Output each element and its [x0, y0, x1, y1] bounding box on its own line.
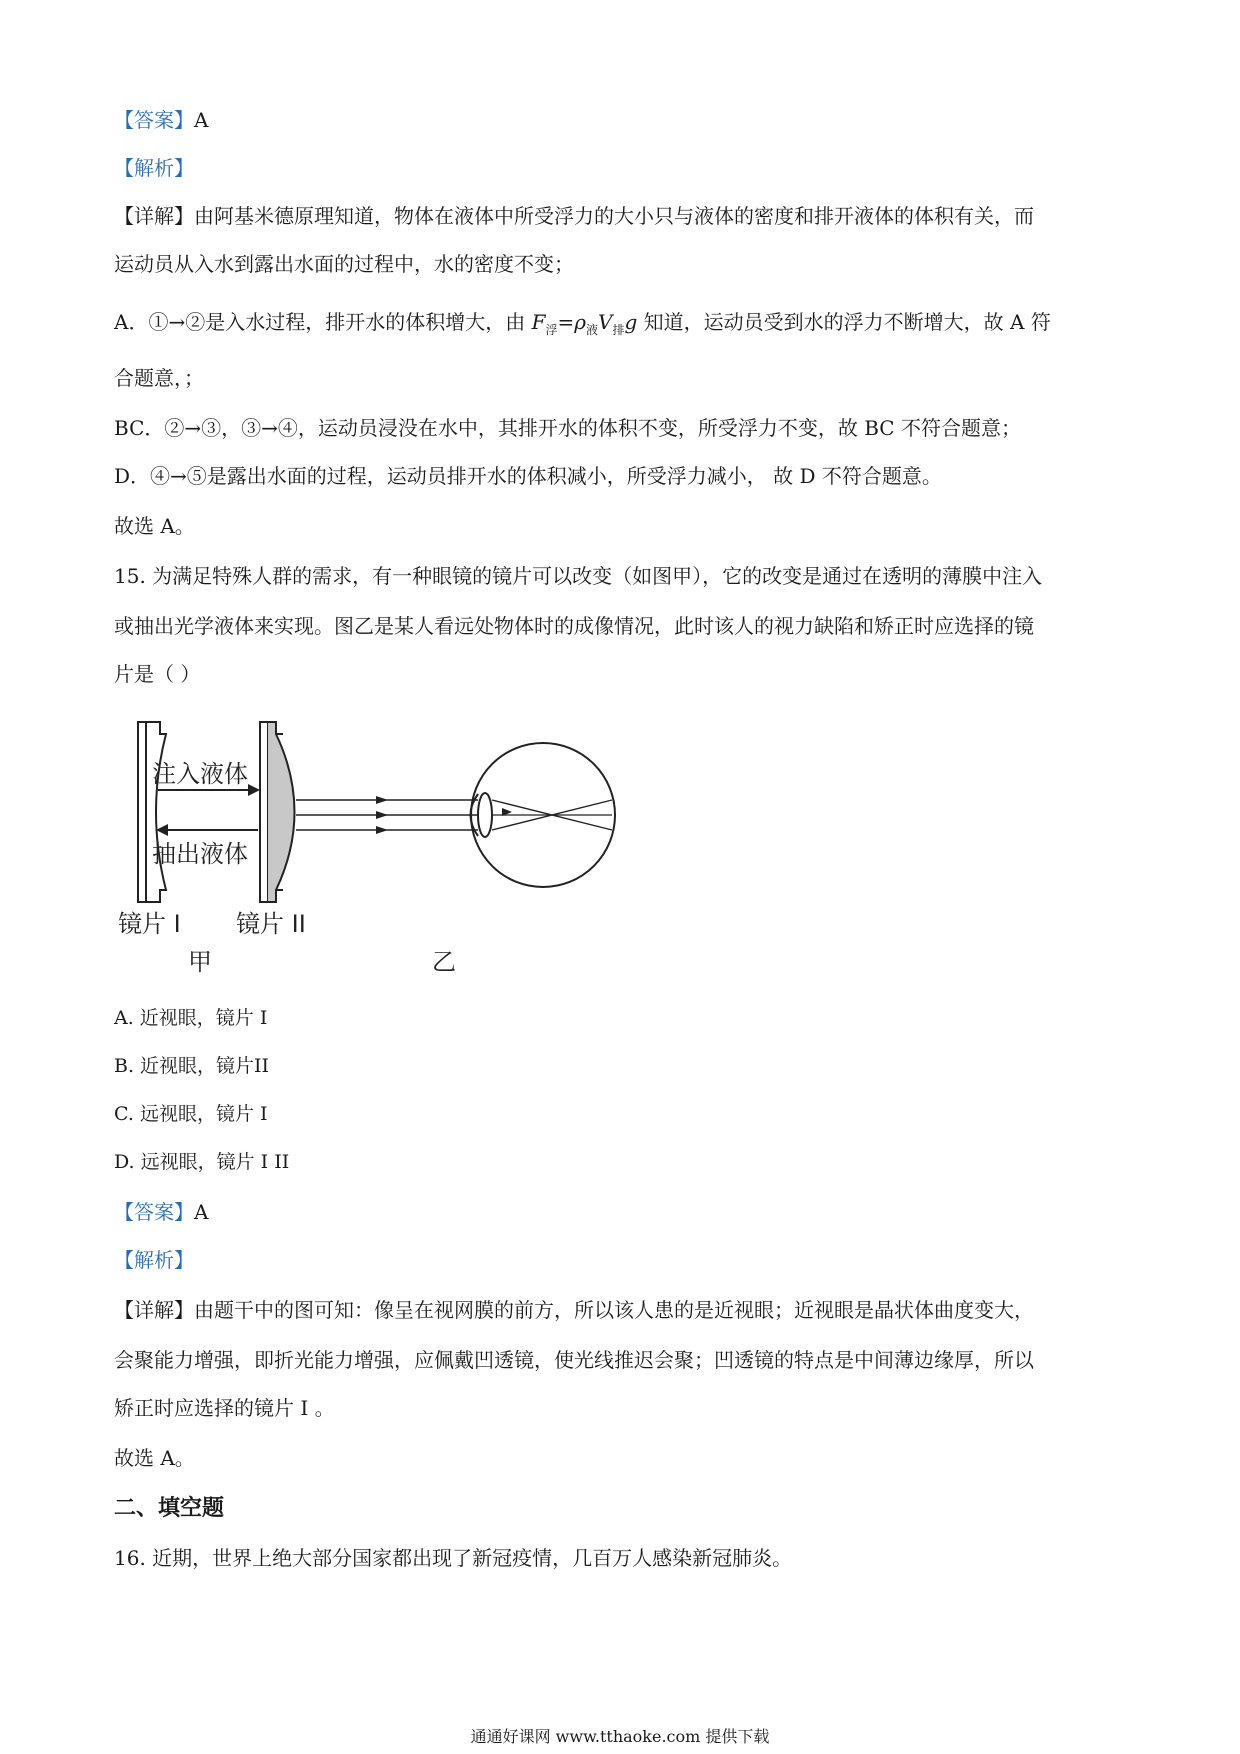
- detail-text: 由题干中的图可知：像呈在视网膜的前方，所以该人患的是近视眼；近视眼是晶状体曲度变大，: [194, 1298, 1034, 1322]
- lens-2-drawing: [260, 722, 295, 902]
- formula-v-sub: 排: [612, 323, 625, 337]
- section-heading: 二、填空题: [114, 1495, 225, 1521]
- formula-rho-sub: 液: [586, 323, 599, 337]
- option-a-text-end: 知道，运动员受到水的浮力不断增大，故 A 符: [643, 310, 1051, 334]
- q14-detail-line-1: [114, 202, 1034, 230]
- q15-detail-line-2: 会聚能力增强，即折光能力增强，应佩戴凹透镜，使光线推迟会聚；凹透镜的特点是中间薄边缘厚，所以: [114, 1348, 1034, 1372]
- formula-v: V: [598, 310, 613, 334]
- q15-analysis-tag: 【解析】: [114, 1248, 194, 1272]
- q14-answer-line: [114, 106, 208, 134]
- figure-a-caption: 甲: [188, 948, 212, 976]
- figure-b-caption: 乙: [432, 948, 456, 976]
- answer-tag: 【答案】: [114, 1200, 194, 1224]
- q14-option-a: [114, 308, 1051, 344]
- extract-label: 抽出液体: [152, 840, 248, 868]
- formula-g: g: [624, 310, 638, 334]
- detail-tag: 【详解】: [114, 1298, 194, 1322]
- lens-2-label: 镜片 II: [236, 910, 306, 938]
- option-a-text: A．①→②是入水过程，排开水的体积增大，由: [114, 310, 526, 334]
- q14-analysis-tag: 【解析】: [114, 156, 194, 180]
- page-footer: 通通好课网 www.tthaoke.com 提供下载: [470, 1727, 770, 1746]
- q14-detail-line-2: 运动员从入水到露出水面的过程中，水的密度不变；: [114, 252, 574, 276]
- q15-option-c: C. 远视眼，镜片 I: [114, 1103, 268, 1125]
- q15-stem-line-1: 15. 为满足特殊人群的需求，有一种眼镜的镜片可以改变（如图甲），它的改变是通过在透明的薄膜中注入: [114, 564, 1043, 588]
- q14-option-d: D．④→⑤是露出水面的过程，运动员排开水的体积减小，所受浮力减小， 故 D 不符合题意。: [114, 464, 942, 488]
- buoyancy-formula: [531, 310, 638, 337]
- q15-option-d: D. 远视眼，镜片 I II: [114, 1151, 290, 1173]
- q14-conclusion: 故选 A。: [114, 514, 195, 538]
- q15-detail-line-3: 矫正时应选择的镜片 I 。: [114, 1396, 335, 1420]
- q15-stem-line-2: 或抽出光学液体来实现。图乙是某人看远处物体时的成像情况，此时该人的视力缺陷和矫正时应选择的镜: [114, 614, 1034, 638]
- answer-tag: 【答案】: [114, 108, 194, 132]
- q16-stem: 16. 近期，世界上绝大部分国家都出现了新冠疫情，几百万人感染新冠肺炎。: [114, 1546, 793, 1570]
- q14-option-a-cont: 合题意，；: [114, 366, 204, 390]
- q15-detail-line-1: [114, 1296, 1034, 1324]
- q15-conclusion: 故选 A。: [114, 1446, 195, 1470]
- inject-arrowhead: [248, 784, 260, 796]
- q15-option-a: A. 近视眼，镜片 I: [114, 1007, 268, 1029]
- inject-label: 注入液体: [152, 760, 248, 788]
- detail-tag: 【详解】: [114, 204, 194, 228]
- answer-value: A: [194, 1200, 209, 1224]
- q15-option-b: B. 近视眼，镜片II: [114, 1055, 270, 1077]
- formula-eq: =: [557, 310, 575, 334]
- formula-f: F: [531, 310, 546, 334]
- formula-rho: ρ: [574, 310, 586, 334]
- formula-f-sub: 浮: [545, 323, 558, 337]
- q15-stem-line-3: 片是（ ）: [114, 662, 201, 686]
- lens-1-label: 镜片 I: [118, 910, 181, 938]
- eye-diagram: [296, 743, 615, 887]
- lens-1-drawing: [138, 722, 166, 902]
- detail-text: 由阿基米德原理知道，物体在液体中所受浮力的大小只与液体的密度和排开液体的体积有关，而: [194, 204, 1034, 228]
- q15-answer-line: [114, 1198, 208, 1226]
- answer-value: A: [194, 108, 209, 132]
- lens-eye-figure: [118, 712, 698, 982]
- q14-option-bc: BC．②→③，③→④，运动员浸没在水中，其排开水的体积不变，所受浮力不变，故 BC 不符合题意；: [114, 416, 1021, 440]
